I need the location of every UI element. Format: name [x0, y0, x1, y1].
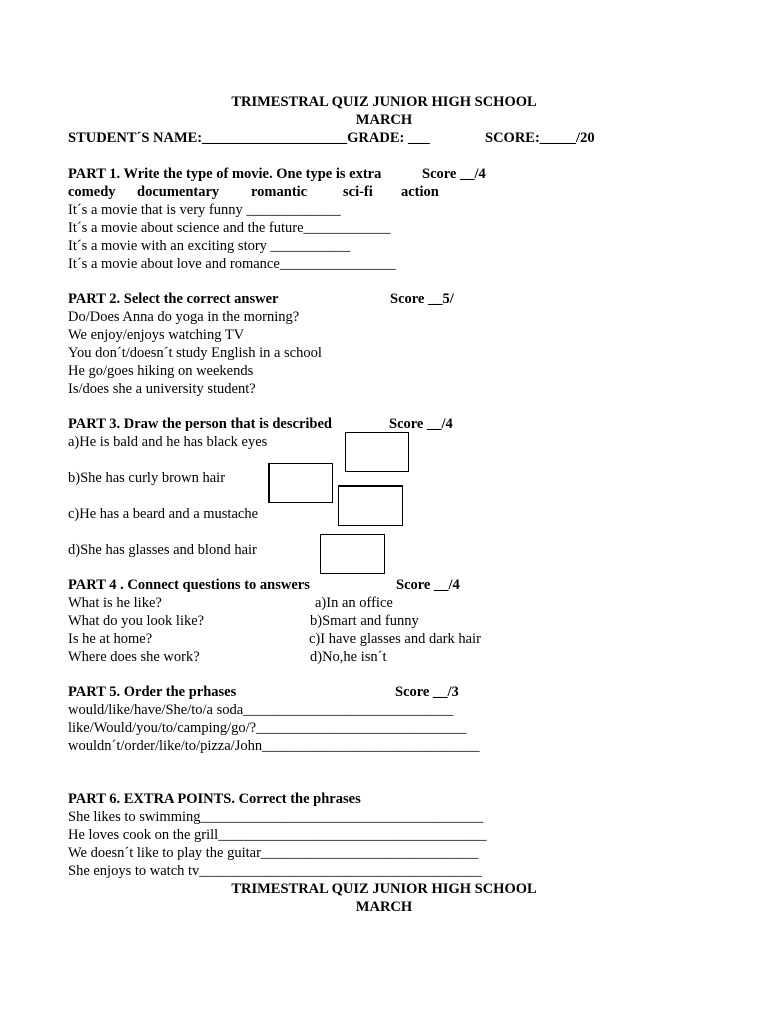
part1-option: romantic — [251, 184, 308, 200]
part1-option: action — [401, 184, 439, 200]
part4-question: Where does she work? — [68, 649, 200, 665]
part6-item: She likes to swimming_______________________________________ — [68, 809, 484, 825]
total-score-line: SCORE:_____/20 — [485, 130, 595, 146]
part1-item: It´s a movie about love and romance________________ — [68, 256, 396, 272]
part6-item: She enjoys to watch tv_______________________________________ — [68, 863, 483, 879]
part4-question: Is he at home? — [68, 631, 153, 647]
part5-item: like/Would/you/to/camping/go/?_____________________________ — [68, 720, 467, 736]
part5-score: Score __/3 — [395, 684, 459, 700]
part4-answer: d)No,he isn´t — [310, 649, 387, 665]
part2-score: Score __5/ — [390, 291, 454, 307]
part3-item: d)She has glasses and blond hair — [68, 542, 257, 558]
part5-heading: PART 5. Order the prhases — [68, 684, 237, 700]
part2-item: He go/goes hiking on weekends — [68, 363, 254, 379]
part3-item: b)She has curly brown hair — [68, 470, 226, 486]
drawing-box-a[interactable] — [345, 432, 409, 472]
part1-item: It´s a movie that is very funny _____________ — [68, 202, 341, 218]
footer-title: TRIMESTRAL QUIZ JUNIOR HIGH SCHOOL — [231, 881, 537, 897]
part6-item: He loves cook on the grill_____________________________________ — [68, 827, 487, 843]
part1-option: comedy — [68, 184, 116, 200]
quiz-title: TRIMESTRAL QUIZ JUNIOR HIGH SCHOOL — [231, 94, 537, 110]
part1-heading: PART 1. Write the type of movie. One type is extra — [68, 166, 382, 182]
part6-heading: PART 6. EXTRA POINTS. Correct the phrases — [68, 791, 361, 807]
part4-heading: PART 4 . Connect questions to answers — [68, 577, 310, 593]
part4-score: Score __/4 — [396, 577, 460, 593]
part4-answer: a)In an office — [315, 595, 393, 611]
part4-question: What is he like? — [68, 595, 162, 611]
part4-answer: c)I have glasses and dark hair — [309, 631, 481, 647]
part5-item: wouldn´t/order/like/to/pizza/John______________________________ — [68, 738, 480, 754]
part1-score: Score __/4 — [422, 166, 486, 182]
part3-item: a)He is bald and he has black eyes — [68, 434, 268, 450]
part2-item: Do/Does Anna do yoga in the morning? — [68, 309, 300, 325]
part1-option: documentary — [137, 184, 220, 200]
drawing-box-d[interactable] — [320, 534, 385, 574]
part6-item: We doesn´t like to play the guitar______________________________ — [68, 845, 479, 861]
part2-item: We enjoy/enjoys watching TV — [68, 327, 245, 343]
quiz-month: MARCH — [355, 112, 413, 128]
part4-question: What do you look like? — [68, 613, 205, 629]
footer-month: MARCH — [355, 899, 413, 915]
part3-heading: PART 3. Draw the person that is described — [68, 416, 332, 432]
part3-score: Score __/4 — [389, 416, 453, 432]
part2-item: Is/does she a university student? — [68, 381, 256, 397]
drawing-box-b[interactable] — [268, 463, 333, 503]
part1-option: sci-fi — [343, 184, 373, 200]
part1-item: It´s a movie with an exciting story ___________ — [68, 238, 351, 254]
drawing-box-c[interactable] — [338, 485, 403, 526]
part1-item: It´s a movie about science and the future____________ — [68, 220, 391, 236]
part2-heading: PART 2. Select the correct answer — [68, 291, 279, 307]
part3-item: c)He has a beard and a mustache — [68, 506, 259, 522]
part5-item: would/like/have/She/to/a soda_____________________________ — [68, 702, 454, 718]
part4-answer: b)Smart and funny — [310, 613, 419, 629]
part2-item: You don´t/doesn´t study English in a school — [68, 345, 322, 361]
student-name-grade-line: STUDENT´S NAME:____________________GRADE: ___ — [68, 130, 430, 146]
